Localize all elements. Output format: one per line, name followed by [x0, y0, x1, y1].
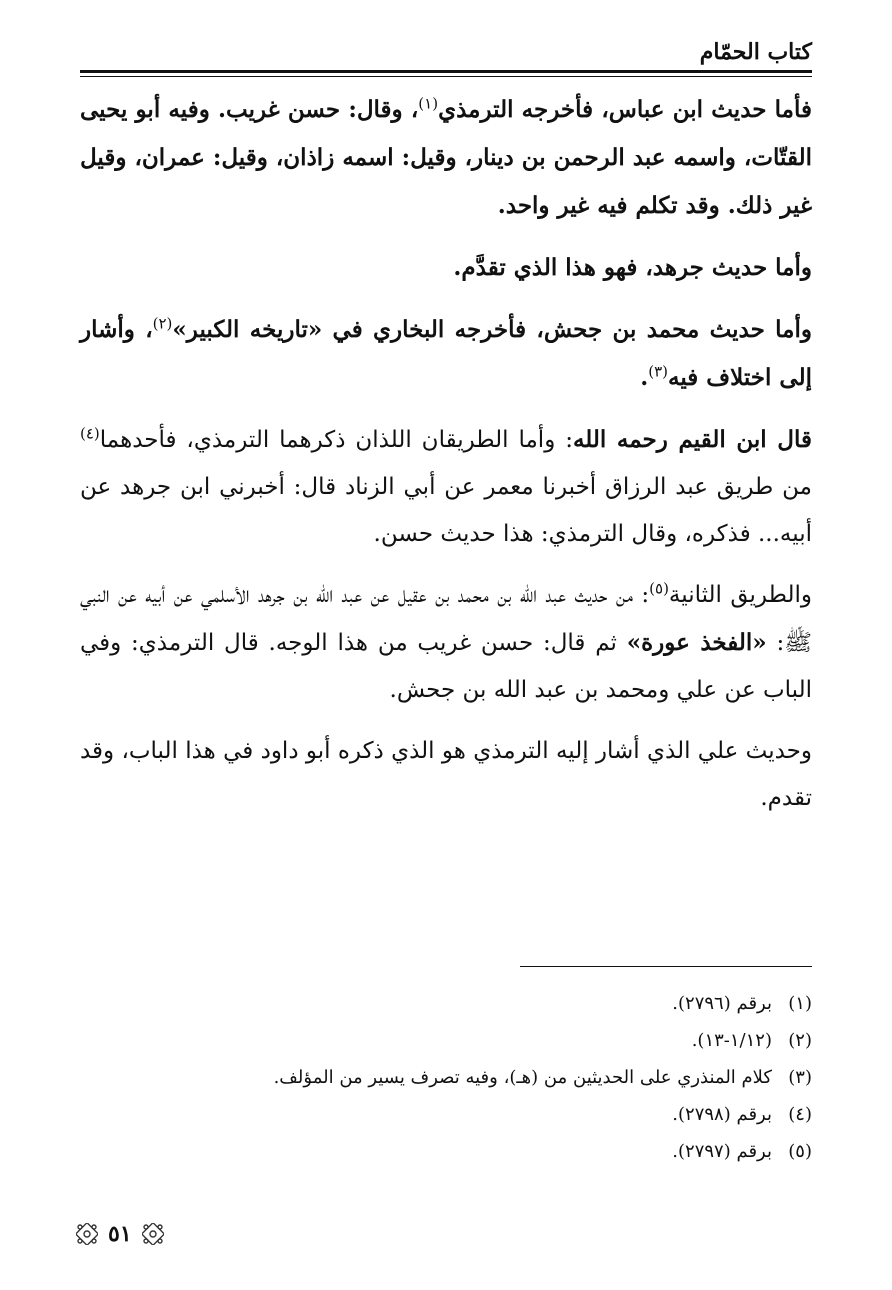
- text-run: قال ابن القيم رحمه الله: [572, 426, 812, 453]
- floral-ornament-icon: [142, 1223, 164, 1245]
- text-run: ، وأشار إلى اختلاف فيه: [80, 316, 812, 391]
- chapter-title: كتاب الحمّام: [699, 39, 812, 65]
- paragraph: [80, 244, 812, 292]
- footnote-ref: (٥): [649, 579, 669, 598]
- footnote: [80, 1022, 812, 1059]
- footnote-number: (١): [788, 993, 812, 1014]
- text-run: : من حديث عبد الله بن محمد بن عقيل عن عبد الله بن جرهد الأسلمي عن أبيه عن النبي ﷺ:: [80, 582, 812, 656]
- main-text: [80, 86, 812, 836]
- paragraph: [80, 416, 812, 558]
- footnote-number: (٤): [788, 1104, 812, 1125]
- footnote-number: (٥): [788, 1141, 812, 1162]
- running-header: [80, 36, 812, 68]
- paragraph: [80, 728, 812, 822]
- footnote: [80, 1096, 812, 1133]
- text-run: من طريق عبد الرزاق أخبرنا معمر عن أبي الزناد قال: أخبرني ابن جرهد عن أبيه... فذكره، وقال الترمذي: هذا حديث حسن.: [80, 474, 812, 547]
- footnote-ref: (٣): [648, 362, 669, 381]
- text-run: والطريق الثانية: [668, 582, 812, 608]
- text-run: : وأما الطريقان اللذان ذكرهما الترمذي، فأحدهما: [99, 427, 573, 453]
- floral-ornament-icon: [76, 1223, 98, 1245]
- footnote-text: كلام المنذري على الحديثين من (هـ)، وفيه تصرف يسير من المؤلف.: [273, 1067, 772, 1088]
- page-folio: [76, 1218, 186, 1250]
- footnote-ref: (٢): [152, 314, 173, 333]
- text-run: وحديث علي الذي أشار إليه الترمذي هو الذي ذكره أبو داود في هذا الباب، وقد تقدم.: [79, 738, 812, 811]
- header-rule-thin: [80, 76, 812, 77]
- text-run: ، وقال: حسن غريب. وفيه أبو يحيى القتّات، واسمه عبد الرحمن بن دينار، وقيل: اسمه زاذان، وقيل: عمران، وقيل غير ذلك. وقد تكلم فيه غير واحد.: [80, 96, 812, 219]
- page-number: ٥١: [108, 1221, 132, 1247]
- footnote-text: (١/١٢-١٣).: [691, 1030, 772, 1051]
- footnote-number: (٣): [788, 1067, 812, 1088]
- header-rule-thick: [80, 70, 812, 73]
- footnote-text: برقم (٢٧٩٦).: [672, 993, 772, 1014]
- footnote-ref: (٤): [80, 424, 100, 443]
- text-run: .: [640, 364, 649, 391]
- footnote-separator: [520, 966, 812, 967]
- text-run: وأما حديث محمد بن جحش، فأخرجه البخاري في «تاريخه الكبير»: [172, 316, 812, 343]
- footnote-ref: (١): [418, 94, 439, 113]
- text-run: فأما حديث ابن عباس، فأخرجه الترمذي: [438, 96, 813, 123]
- footnotes: [80, 985, 812, 1170]
- footnote-number: (٢): [788, 1030, 812, 1051]
- paragraph: [80, 306, 812, 402]
- text-run: «الفخذ عورة»: [626, 629, 767, 656]
- footnote: [80, 1059, 812, 1096]
- paragraph: [80, 86, 812, 230]
- footnote: [80, 1133, 812, 1170]
- footnote: [80, 985, 812, 1022]
- text-run: ثم قال: حسن غريب من هذا الوجه. قال الترمذي: وفي الباب عن علي ومحمد بن عبد الله بن جحش.: [80, 630, 812, 703]
- text-run: وأما حديث جرهد، فهو هذا الذي تقدَّم.: [453, 254, 812, 281]
- footnote-text: برقم (٢٧٩٨).: [672, 1104, 772, 1125]
- paragraph: [80, 572, 812, 714]
- footnote-text: برقم (٢٧٩٧).: [672, 1141, 772, 1162]
